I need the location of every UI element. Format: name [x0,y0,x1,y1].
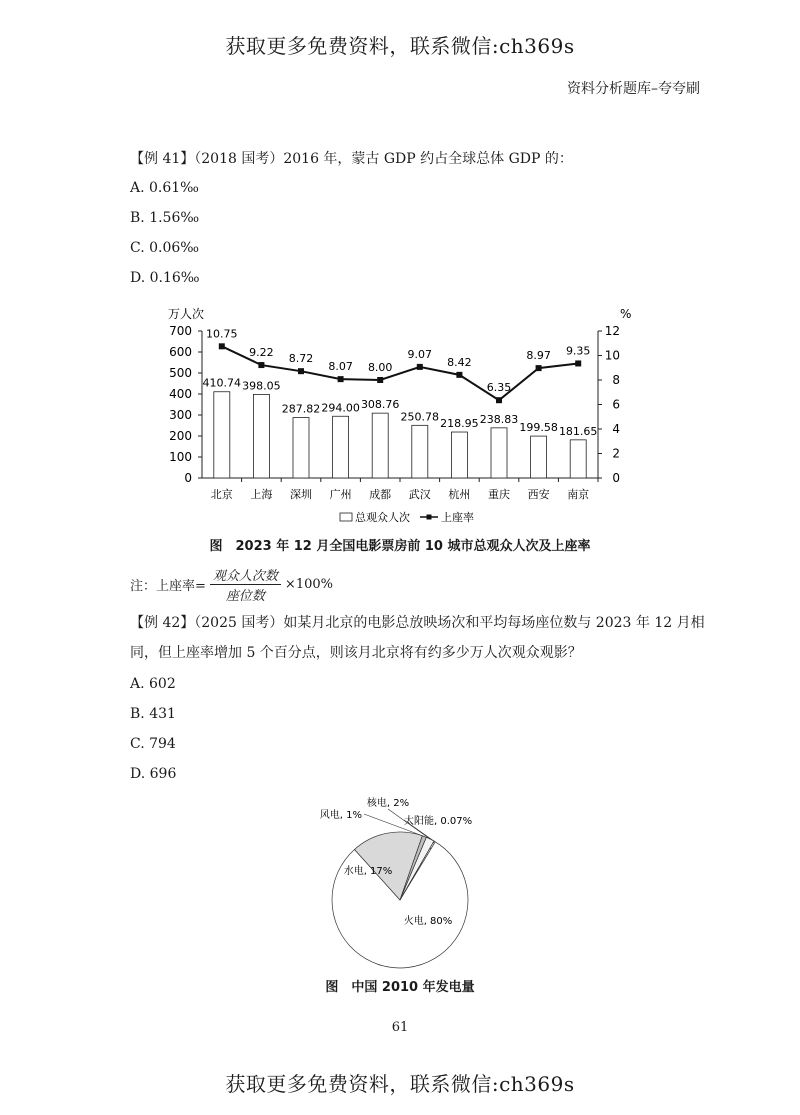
left-tick-label: 600 [169,345,192,359]
note-numerator: 观众人次数 [210,565,281,585]
rate-point-上海 [258,362,264,368]
rate-point-武汉 [417,364,423,370]
note-suffix: ×100% [284,576,333,592]
left-axis-unit: 万人次 [168,307,205,321]
rate-point-成都 [377,377,383,383]
rate-point-广州 [338,376,344,382]
legend-line-label: 上座率 [441,511,474,524]
right-tick-label: 4 [612,422,620,436]
pie-caption: 图 中国 2010 年发电量 [325,980,475,995]
left-tick-label: 100 [169,450,192,464]
legend-line-marker [427,515,432,520]
bar-value-label: 398.05 [242,379,281,393]
left-tick-label: 200 [169,429,192,443]
rate-point-西安 [536,365,542,371]
q41-option-d[interactable]: D. 0.16‰ [130,270,200,286]
bar-value-label: 308.76 [360,398,400,412]
rate-value-label: 10.75 [206,327,238,341]
x-tick-label: 深圳 [290,488,312,501]
movie-combo-chart [150,300,650,530]
right-tick-label: 6 [612,397,620,412]
x-tick-label: 杭州 [448,488,471,501]
bar-上海 [253,394,269,478]
note-prefix: 注：上座率= [130,578,206,594]
header-title: 资料分析题库–夸夸刷 [567,81,700,97]
note-denominator: 座位数 [225,588,265,604]
right-tick-label: 8 [612,373,620,387]
rate-point-重庆 [496,397,502,403]
q42-stem-line2: 同，但上座率增加 5 个百分点，则该月北京将有约多少万人次观众观影？ [130,645,582,661]
q41-option-b[interactable]: B. 1.56‰ [130,210,200,226]
rate-value-label: 8.00 [367,361,393,374]
right-tick-label: 10 [604,348,620,363]
left-tick-label: 700 [169,324,192,338]
bar-value-label: 410.74 [202,376,242,390]
legend-bar-label: 总观众人次 [355,511,410,524]
q42-option-b[interactable]: B. 431 [130,706,176,722]
rate-point-深圳 [298,368,304,374]
rate-point-北京 [219,343,225,349]
x-tick-label: 武汉 [408,488,431,501]
right-tick-label: 0 [612,471,620,485]
bar-广州 [333,416,349,478]
pie-label-4: 核电, 2% [366,798,410,809]
q41-stem: 【例 41】（2018 国考）2016 年，蒙古 GDP 约占全球总体 GDP 的： [130,151,573,167]
bar-value-label: 238.83 [479,412,519,426]
rate-value-label: 6.35 [486,381,512,395]
bar-武汉 [412,425,428,478]
rate-value-label: 8.97 [526,349,551,363]
rate-value-label: 8.72 [288,352,314,366]
pie-label-5: 太阳能, 0.07% [404,816,473,827]
rate-point-杭州 [456,372,462,378]
rate-value-label: 9.07 [407,347,433,361]
x-tick-label: 西安 [527,488,550,501]
bar-深圳 [293,418,309,478]
rate-value-label: 8.42 [447,355,472,369]
q42-option-d[interactable]: D. 696 [130,766,177,782]
x-tick-label: 上海 [250,488,273,501]
left-tick-label: 0 [184,471,192,485]
top-banner: 获取更多免费资料，联系微信:ch369s [225,34,575,58]
x-tick-label: 成都 [369,488,392,501]
pie-label-3: 风电, 1% [319,810,362,821]
bottom-banner: 获取更多免费资料，联系微信:ch369s [225,1072,575,1096]
left-tick-label: 500 [169,366,192,380]
note-formula [130,566,333,602]
right-axis-unit: % [620,307,632,321]
pie-label-1: 火电, 80% [403,916,453,927]
bar-value-label: 218.95 [440,417,479,431]
q42-stem-line1: 【例 42】（2025 国考）如某月北京的电影总放映场次和平均每场座位数与 2023 年 12 月相 [130,615,705,631]
rate-value-label: 9.35 [565,344,591,358]
q42-option-c[interactable]: C. 794 [130,736,176,752]
bar-成都 [372,413,388,478]
right-tick-label: 2 [612,446,620,461]
note-fraction [210,565,281,604]
rate-value-label: 9.22 [249,346,274,360]
bar-value-label: 199.58 [519,421,558,435]
q41-option-c[interactable]: C. 0.06‰ [130,240,200,256]
rate-value-label: 8.07 [328,360,353,374]
pie-label-2: 水电, 17% [343,866,393,877]
chart1-caption: 图 2023 年 12 月全国电影票房前 10 城市总观众人次及上座率 [209,539,591,554]
power-pie-chart [300,790,500,970]
bar-value-label: 294.00 [321,401,360,415]
left-tick-label: 400 [169,387,192,401]
x-tick-label: 南京 [567,488,590,501]
left-tick-label: 300 [169,408,192,422]
x-tick-label: 重庆 [488,488,510,501]
bar-北京 [214,392,230,478]
rate-point-南京 [575,360,581,366]
q41-option-a[interactable]: A. 0.61‰ [130,180,199,196]
right-tick-label: 12 [604,324,620,338]
bar-南京 [570,440,586,478]
bar-value-label: 287.82 [281,402,321,416]
bar-重庆 [491,428,507,478]
bar-value-label: 181.65 [558,424,598,438]
bar-value-label: 250.78 [400,410,440,424]
bar-西安 [531,436,547,478]
page-number: 61 [391,1020,409,1035]
x-tick-label: 广州 [329,488,352,501]
legend-bar-swatch [340,513,352,521]
x-tick-label: 北京 [210,488,233,501]
bar-杭州 [451,432,467,478]
q42-option-a[interactable]: A. 602 [130,676,176,692]
